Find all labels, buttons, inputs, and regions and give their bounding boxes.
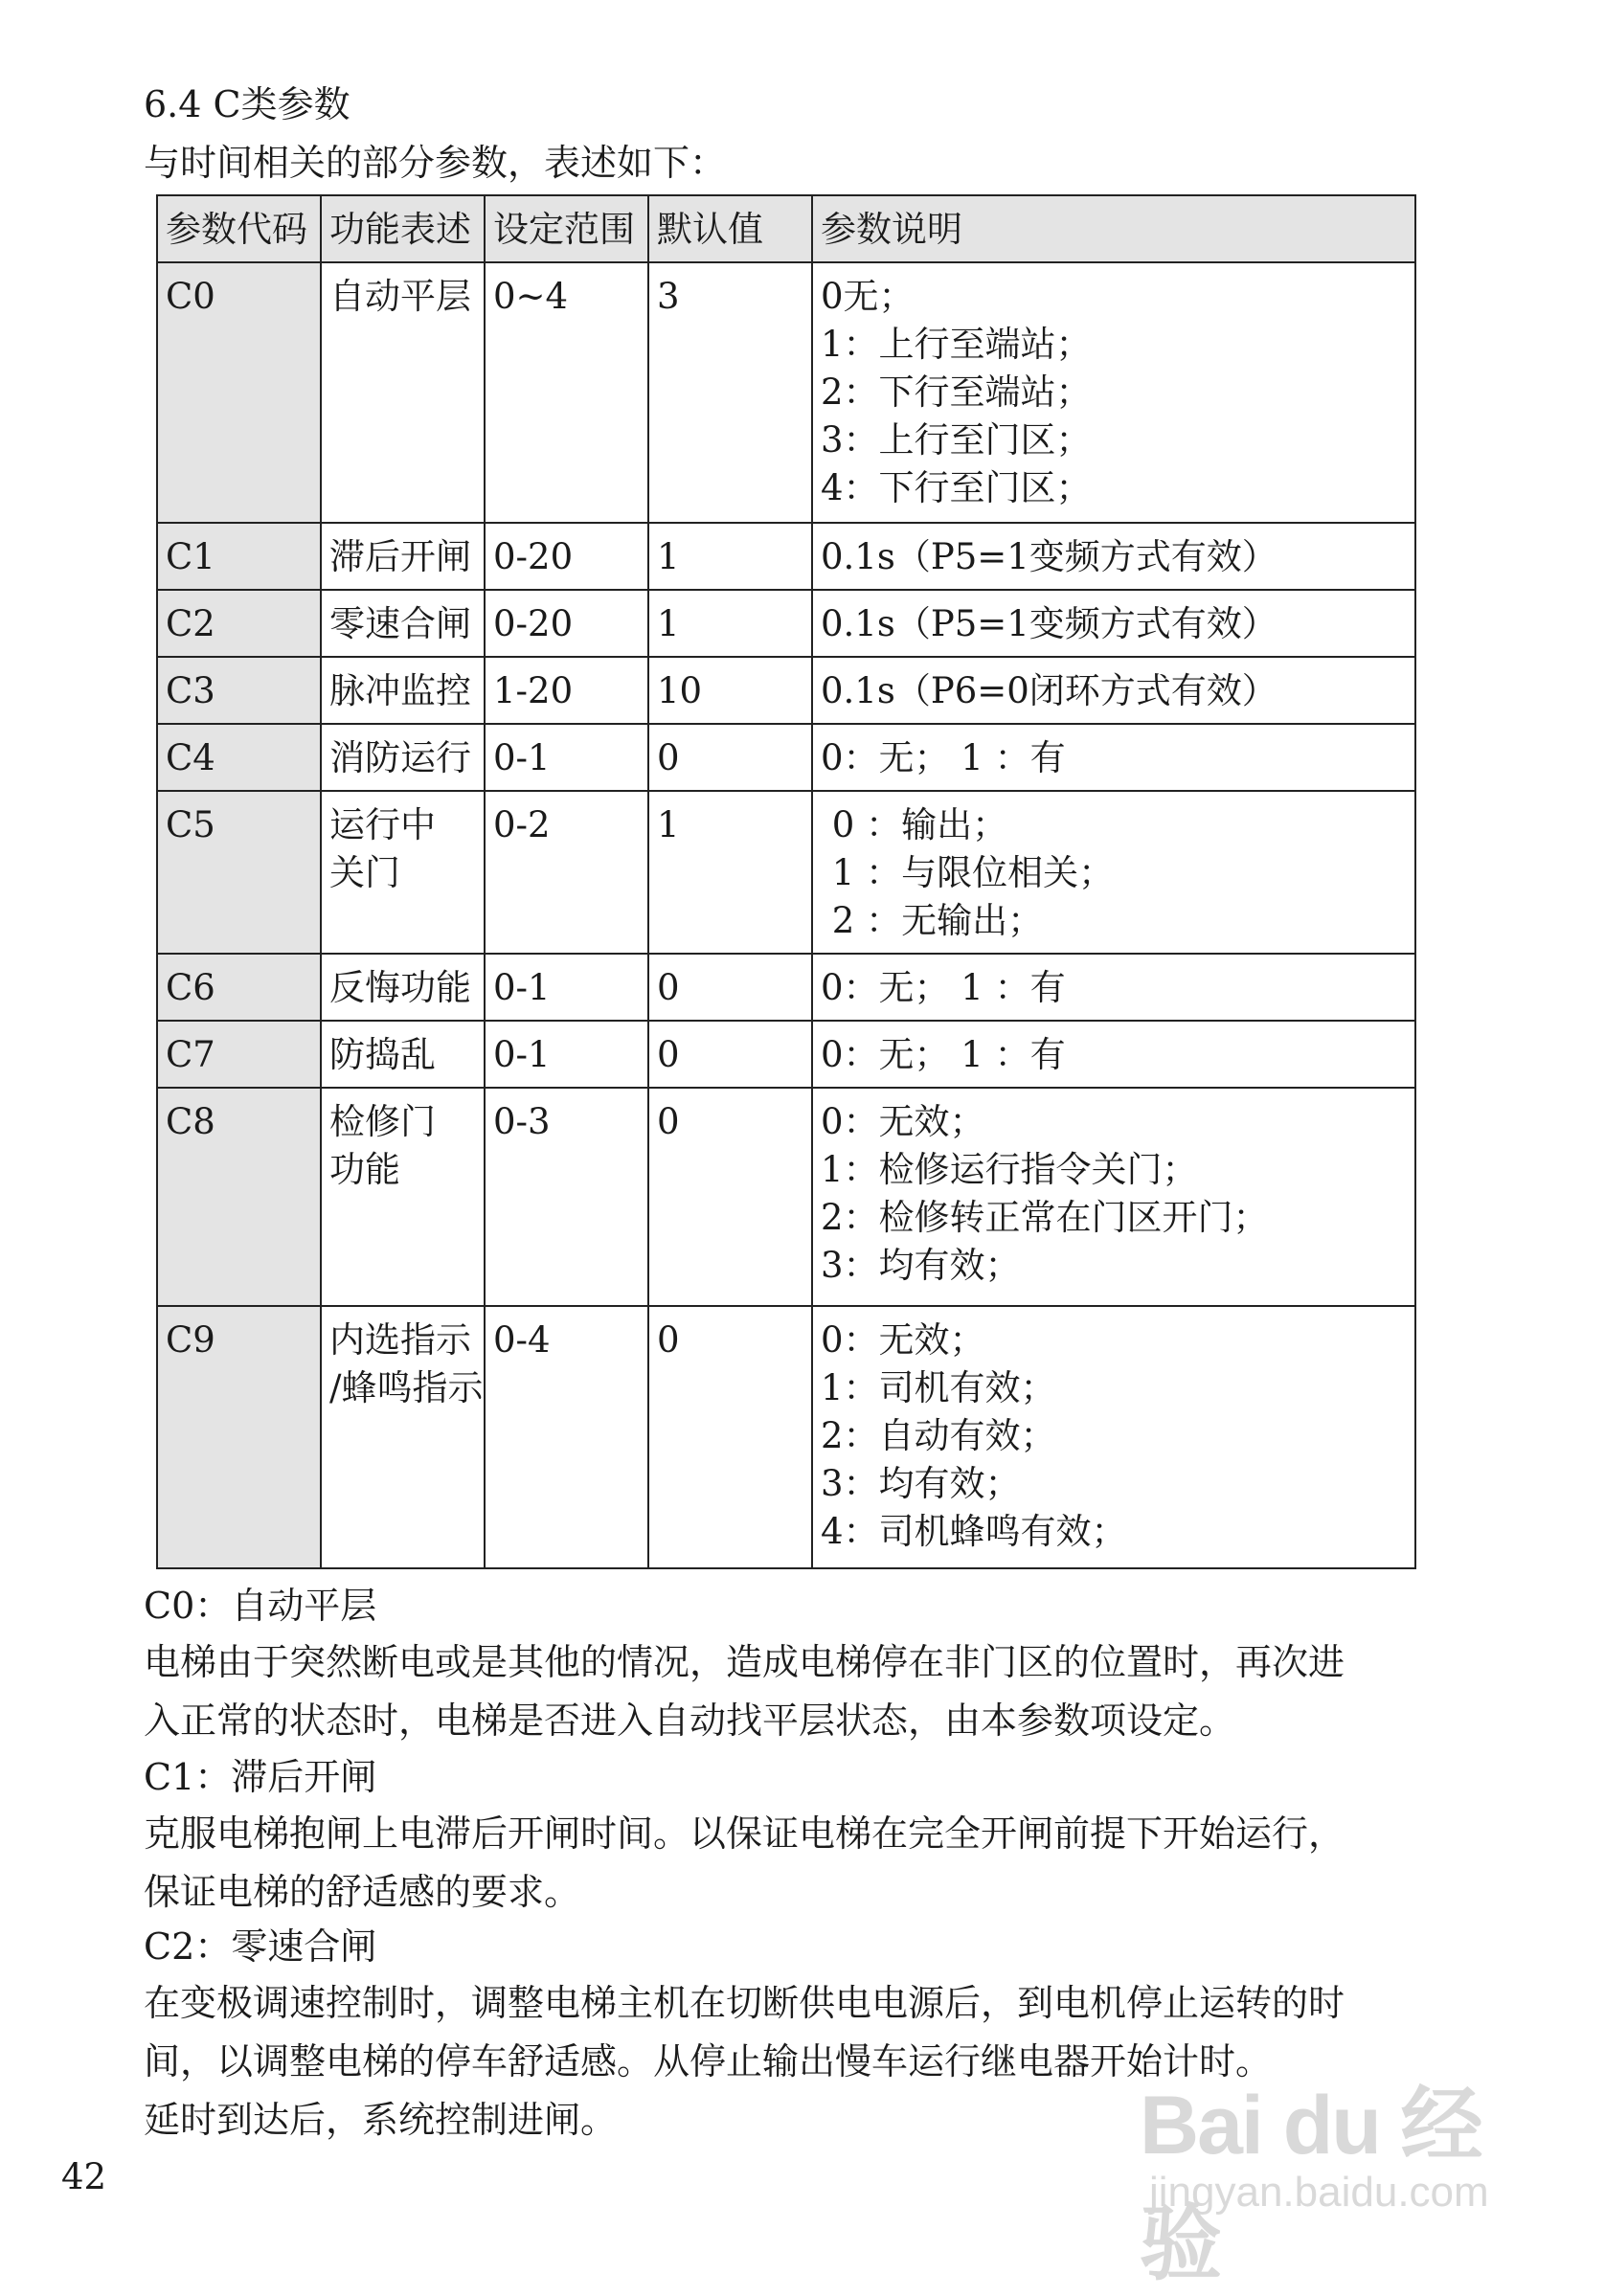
section-line: 电梯由于突然断电或是其他的情况，造成电梯停在非门区的位置时，再次进 — [144, 1641, 1345, 1683]
function-line: 运行中 — [329, 804, 436, 845]
function-line: 关门 — [329, 852, 400, 893]
cell-description — [812, 523, 1415, 590]
description-line: 1：检修运行指令关门； — [821, 1149, 1198, 1190]
cell-range: 0-3 — [485, 1088, 648, 1306]
description-line: 1 ：与限位相关； — [821, 852, 1115, 893]
description-line: 0.1s（P6=0闭环方式有效） — [821, 670, 1277, 711]
cell-default: 0 — [648, 1088, 812, 1306]
parameter-table — [156, 194, 1416, 1569]
cell-default: 1 — [648, 791, 812, 954]
cell-default: 0 — [648, 954, 812, 1021]
section-line: 入正常的状态时，电梯是否进入自动找平层状态，由本参数项设定。 — [144, 1699, 1236, 1742]
cell-function — [321, 590, 485, 657]
cell-range: 0-2 — [485, 791, 648, 954]
cell-code: C3 — [157, 657, 321, 724]
cell-default: 0 — [648, 1306, 812, 1568]
intro-text: 与时间相关的部分参数，表述如下： — [144, 142, 727, 184]
description-line: 3：上行至门区； — [821, 419, 1092, 461]
description-line: 2 ：无输出； — [821, 900, 1044, 941]
cell-code: C6 — [157, 954, 321, 1021]
cell-range: 0-20 — [485, 590, 648, 657]
cell-code: C4 — [157, 724, 321, 791]
watermark-url: jingyan.baidu.com — [1149, 2169, 1489, 2216]
watermark-logo: Bai du 经验 — [1140, 2080, 1481, 2290]
cell-function — [321, 724, 485, 791]
table-row — [157, 262, 1415, 523]
cell-function — [321, 1306, 485, 1568]
cell-function — [321, 954, 485, 1021]
description-line: 0.1s（P5=1变频方式有效） — [821, 603, 1277, 644]
cell-range: 0-20 — [485, 523, 648, 590]
description-line: 0：无； 1 ：有 — [821, 1034, 1066, 1075]
cell-default: 10 — [648, 657, 812, 724]
description-line: 0.1s（P5=1变频方式有效） — [821, 536, 1277, 577]
function-line: 检修门 — [329, 1101, 436, 1142]
cell-range: 0~4 — [485, 262, 648, 523]
section-line: 保证电梯的舒适感的要求。 — [144, 1871, 581, 1913]
function-line: 内选指示 — [329, 1319, 471, 1361]
cell-description — [812, 590, 1415, 657]
description-line: 0：无； 1 ：有 — [821, 967, 1066, 1008]
cell-description — [812, 1306, 1415, 1568]
function-line: 反悔功能 — [329, 967, 471, 1008]
cell-description — [812, 1088, 1415, 1306]
header-description: 参数说明 — [812, 195, 1415, 262]
description-line: 2：下行至端站； — [821, 371, 1092, 413]
section-line: 克服电梯抱闸上电滞后开闸时间。以保证电梯在完全开闸前提下开始运行， — [144, 1812, 1345, 1855]
section-c0 — [144, 1578, 1427, 1750]
table-row — [157, 954, 1415, 1021]
description-line: 0：无效； — [821, 1319, 985, 1361]
description-line: 2：自动有效； — [821, 1415, 1056, 1456]
function-line: 滞后开闸 — [329, 536, 471, 577]
cell-range: 0-1 — [485, 1021, 648, 1088]
cell-code: C8 — [157, 1088, 321, 1306]
cell-default: 0 — [648, 1021, 812, 1088]
cell-description — [812, 954, 1415, 1021]
cell-default: 0 — [648, 724, 812, 791]
cell-description — [812, 1021, 1415, 1088]
section-title: 6.4 C类参数 — [144, 83, 350, 125]
cell-description — [812, 791, 1415, 954]
function-line: 功能 — [329, 1149, 400, 1190]
description-line: 1：上行至端站； — [821, 324, 1092, 365]
description-line: 2：检修转正常在门区开门； — [821, 1197, 1269, 1238]
header-range: 设定范围 — [485, 195, 648, 262]
cell-range: 0-4 — [485, 1306, 648, 1568]
section-heading: C0：自动平层 — [144, 1585, 377, 1627]
cell-description — [812, 724, 1415, 791]
description-line: 4：司机蜂鸣有效； — [821, 1511, 1127, 1552]
cell-function — [321, 1088, 485, 1306]
description-line: 3：均有效； — [821, 1463, 1021, 1504]
table-row — [157, 657, 1415, 724]
description-line: 0：无； 1 ：有 — [821, 737, 1066, 778]
function-line: 零速合闸 — [329, 603, 471, 644]
cell-function — [321, 523, 485, 590]
header-function: 功能表述 — [321, 195, 485, 262]
function-line: 防捣乱 — [329, 1034, 436, 1075]
section-c1 — [144, 1749, 1427, 1922]
table-row — [157, 1306, 1415, 1568]
function-line: 脉冲监控 — [329, 670, 471, 711]
cell-default: 1 — [648, 590, 812, 657]
description-line: 0 ：输出； — [821, 804, 1008, 845]
cell-function — [321, 791, 485, 954]
section-line: 间，以调整电梯的停车舒适感。从停止输出慢车运行继电器开始计时。 — [144, 2040, 1273, 2082]
description-line: 4：下行至门区； — [821, 467, 1092, 508]
section-heading: C1：滞后开闸 — [144, 1756, 377, 1798]
cell-code: C7 — [157, 1021, 321, 1088]
cell-function — [321, 657, 485, 724]
cell-range: 0-1 — [485, 724, 648, 791]
cell-range: 0-1 — [485, 954, 648, 1021]
table-row — [157, 590, 1415, 657]
table-header-row — [157, 195, 1415, 262]
section-line: 延时到达后，系统控制进闸。 — [144, 2099, 618, 2141]
cell-code: C2 — [157, 590, 321, 657]
cell-code: C9 — [157, 1306, 321, 1568]
cell-description — [812, 657, 1415, 724]
description-line: 1：司机有效； — [821, 1367, 1056, 1408]
table-row — [157, 1088, 1415, 1306]
cell-code: C0 — [157, 262, 321, 523]
cell-default: 1 — [648, 523, 812, 590]
cell-code: C5 — [157, 791, 321, 954]
table-row — [157, 1021, 1415, 1088]
table-row — [157, 523, 1415, 590]
function-line: 消防运行 — [329, 737, 471, 778]
section-heading: C2：零速合闸 — [144, 1925, 377, 1968]
cell-function — [321, 1021, 485, 1088]
table-row — [157, 724, 1415, 791]
function-line: /蜂鸣指示 — [329, 1367, 484, 1408]
page-number: 42 — [61, 2156, 107, 2197]
baidu-jingyan-watermark — [1111, 2059, 1532, 2290]
description-line: 3：均有效； — [821, 1245, 1021, 1286]
cell-default: 3 — [648, 262, 812, 523]
description-line: 0无； — [821, 276, 915, 317]
section-line: 在变极调速控制时，调整电梯主机在切断供电电源后，到电机停止运转的时 — [144, 1982, 1345, 2024]
cell-code: C1 — [157, 523, 321, 590]
function-line: 自动平层 — [329, 276, 471, 317]
description-line: 0：无效； — [821, 1101, 985, 1142]
header-code: 参数代码 — [157, 195, 321, 262]
cell-description — [812, 262, 1415, 523]
cell-function — [321, 262, 485, 523]
header-default: 默认值 — [648, 195, 812, 262]
table-row — [157, 791, 1415, 954]
cell-range: 1-20 — [485, 657, 648, 724]
